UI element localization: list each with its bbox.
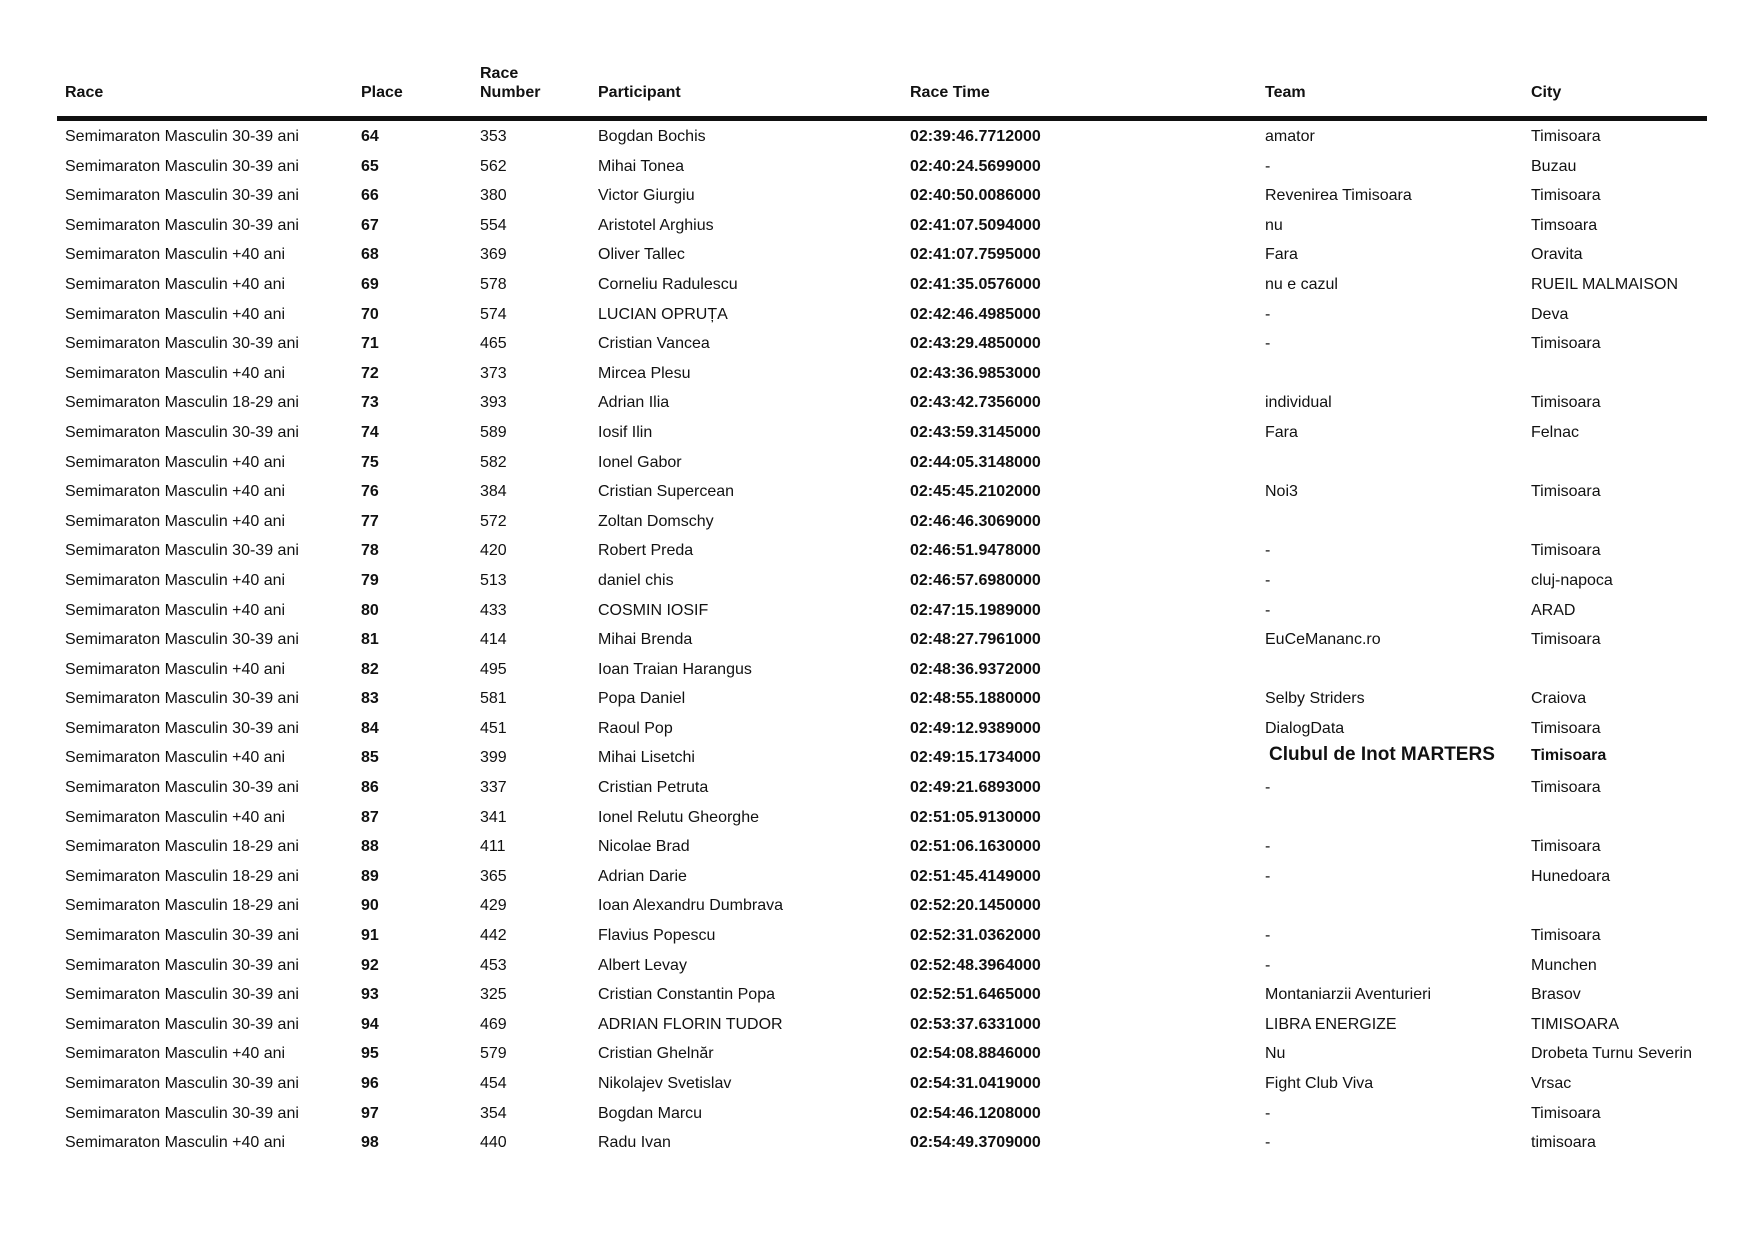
cell-race-time: 02:47:15.1989000	[910, 601, 1041, 619]
table-row	[57, 239, 1707, 269]
cell-race: Semimaraton Masculin +40 ani	[65, 453, 286, 471]
cell-place: 71	[361, 335, 379, 353]
cell-participant: Oliver Tallec	[598, 246, 685, 264]
table-row	[57, 299, 1707, 329]
cell-participant: Popa Daniel	[598, 690, 686, 708]
cell-race-number: 384	[480, 483, 507, 501]
cell-race: Semimaraton Masculin 18-29 ani	[65, 897, 299, 915]
cell-race-time: 02:46:46.3069000	[910, 512, 1041, 530]
table-row	[57, 861, 1707, 891]
cell-participant: Ioan Traian Harangus	[598, 660, 752, 678]
cell-race-time: 02:46:51.9478000	[910, 542, 1041, 560]
cell-race: Semimaraton Masculin +40 ani	[65, 1045, 286, 1063]
cell-race-number: 469	[480, 1015, 507, 1033]
cell-participant: Ionel Gabor	[598, 453, 682, 471]
cell-race-number: 442	[480, 927, 507, 945]
cell-race: Semimaraton Masculin 30-39 ani	[65, 956, 299, 974]
cell-race: Semimaraton Masculin 30-39 ani	[65, 128, 299, 145]
cell-race: Semimaraton Masculin 30-39 ani	[65, 157, 299, 175]
cell-city: Drobeta Turnu Severin	[1531, 1045, 1692, 1063]
cell-race-time: 02:43:59.3145000	[910, 423, 1041, 441]
cell-city: Timisoara	[1531, 927, 1601, 945]
cell-participant: Iosif Ilin	[598, 423, 653, 441]
cell-race: Semimaraton Masculin 30-39 ani	[65, 986, 299, 1004]
cell-city: cluj-napoca	[1531, 571, 1613, 589]
cell-participant: Albert Levay	[598, 956, 687, 974]
cell-race-number: 589	[480, 423, 507, 441]
cell-race-time: 02:41:07.5094000	[910, 216, 1041, 234]
cell-participant: COSMIN IOSIF	[598, 601, 709, 619]
cell-team: -	[1265, 1134, 1271, 1152]
cell-race-time: 02:51:06.1630000	[910, 838, 1041, 856]
cell-race: Semimaraton Masculin 30-39 ani	[65, 187, 299, 205]
cell-race-number: 373	[480, 364, 507, 382]
cell-race: Semimaraton Masculin 30-39 ani	[65, 631, 299, 649]
cell-race: Semimaraton Masculin +40 ani	[65, 660, 286, 678]
cell-race: Semimaraton Masculin 30-39 ani	[65, 719, 299, 737]
table-row	[57, 624, 1707, 654]
cell-place: 87	[361, 808, 379, 826]
table-row	[57, 979, 1707, 1009]
cell-city: Hunedoara	[1531, 867, 1611, 885]
cell-team: -	[1265, 867, 1271, 885]
cell-place: 86	[361, 779, 379, 797]
table-row	[57, 1038, 1707, 1068]
cell-participant: Nicolae Brad	[598, 838, 690, 856]
cell-place: 81	[361, 631, 379, 649]
header-city: City	[1531, 84, 1562, 101]
header-participant: Participant	[598, 84, 681, 101]
cell-race: Semimaraton Masculin +40 ani	[65, 305, 286, 323]
cell-race: Semimaraton Masculin 30-39 ani	[65, 927, 299, 945]
cell-city: Timisoara	[1531, 187, 1601, 205]
cell-city: Oravita	[1531, 246, 1583, 264]
cell-race-number: 354	[480, 1104, 507, 1122]
cell-place: 77	[361, 512, 379, 530]
cell-race-time: 02:52:51.6465000	[910, 986, 1041, 1004]
cell-race-time: 02:40:24.5699000	[910, 157, 1041, 175]
table-row	[57, 654, 1707, 684]
cell-city: Timisoara	[1531, 747, 1607, 765]
cell-participant: Cristian Vancea	[598, 335, 710, 353]
table-row	[57, 890, 1707, 920]
header-place: Place	[361, 84, 403, 101]
cell-participant: daniel chis	[598, 571, 674, 589]
cell-race-time: 02:44:05.3148000	[910, 453, 1041, 471]
cell-city: Vrsac	[1531, 1075, 1572, 1092]
cell-participant: Nikolajev Svetislav	[598, 1075, 732, 1092]
cell-city: Timisoara	[1531, 483, 1601, 501]
cell-race: Semimaraton Masculin 30-39 ani	[65, 216, 299, 234]
cell-race: Semimaraton Masculin 30-39 ani	[65, 542, 299, 560]
cell-race-time: 02:54:49.3709000	[910, 1134, 1041, 1152]
cell-race-number: 513	[480, 571, 507, 589]
cell-place: 92	[361, 956, 379, 974]
cell-team: -	[1265, 779, 1271, 797]
cell-city: Timisoara	[1531, 394, 1601, 412]
cell-participant: LUCIAN OPRUȚA	[598, 305, 728, 323]
table-row	[57, 802, 1707, 832]
cell-race-time: 02:42:46.4985000	[910, 305, 1041, 323]
cell-team: -	[1265, 601, 1271, 619]
cell-participant: Mihai Lisetchi	[598, 749, 695, 767]
cell-race: Semimaraton Masculin +40 ani	[65, 512, 286, 530]
cell-race-time: 02:51:05.9130000	[910, 808, 1041, 826]
cell-race-number: 420	[480, 542, 507, 560]
table-row	[57, 1098, 1707, 1128]
cell-race-time: 02:49:21.6893000	[910, 779, 1041, 797]
table-row	[57, 713, 1707, 743]
cell-place: 90	[361, 897, 379, 915]
cell-team: -	[1265, 542, 1271, 560]
cell-place: 95	[361, 1045, 379, 1063]
cell-race-number: 451	[480, 719, 507, 737]
results-table-body	[57, 121, 1707, 1157]
cell-race: Semimaraton Masculin +40 ani	[65, 364, 286, 382]
cell-race-number: 465	[480, 335, 507, 353]
cell-race-number: 365	[480, 867, 507, 885]
cell-participant: Corneliu Radulescu	[598, 275, 738, 293]
header-race-number: Race Number	[480, 65, 541, 101]
cell-race: Semimaraton Masculin +40 ani	[65, 275, 286, 293]
cell-place: 82	[361, 660, 379, 678]
cell-race: Semimaraton Masculin 30-39 ani	[65, 1075, 299, 1092]
cell-city: Felnac	[1531, 423, 1580, 441]
table-row	[57, 358, 1707, 388]
cell-participant: ADRIAN FLORIN TUDOR	[598, 1015, 783, 1033]
cell-race-time: 02:43:29.4850000	[910, 335, 1041, 353]
table-row	[57, 269, 1707, 299]
cell-team: individual	[1265, 394, 1332, 412]
cell-city: Brasov	[1531, 986, 1581, 1004]
cell-city: Timisoara	[1531, 542, 1601, 560]
table-row	[57, 742, 1707, 772]
cell-race-number: 341	[480, 808, 507, 826]
table-row	[57, 328, 1707, 358]
cell-team: DialogData	[1265, 719, 1345, 737]
cell-team: nu	[1265, 216, 1283, 234]
cell-race: Semimaraton Masculin +40 ani	[65, 749, 286, 767]
cell-participant: Mircea Plesu	[598, 364, 691, 382]
cell-race-time: 02:43:42.7356000	[910, 394, 1041, 412]
table-row	[57, 387, 1707, 417]
cell-race-number: 353	[480, 128, 507, 145]
cell-race-number: 579	[480, 1045, 507, 1063]
cell-city: Timisoara	[1531, 335, 1601, 353]
cell-team: Fara	[1265, 246, 1298, 264]
cell-team: -	[1265, 1104, 1271, 1122]
cell-team: Revenirea Timisoara	[1265, 187, 1412, 205]
cell-race-time: 02:43:36.9853000	[910, 364, 1041, 382]
cell-place: 88	[361, 838, 379, 856]
cell-place: 76	[361, 483, 379, 501]
cell-race-number: 414	[480, 631, 507, 649]
cell-race-number: 454	[480, 1075, 507, 1092]
cell-place: 66	[361, 187, 379, 205]
cell-city: Timisoara	[1531, 128, 1601, 145]
cell-team: amator	[1265, 128, 1315, 145]
table-header	[57, 66, 1707, 114]
cell-team: Selby Striders	[1265, 690, 1365, 708]
cell-place: 69	[361, 275, 379, 293]
cell-participant: Adrian Ilia	[598, 394, 670, 412]
cell-participant: Adrian Darie	[598, 867, 687, 885]
cell-place: 65	[361, 157, 379, 175]
cell-race: Semimaraton Masculin 30-39 ani	[65, 1104, 299, 1122]
cell-team: Fight Club Viva	[1265, 1075, 1374, 1092]
table-row	[57, 210, 1707, 240]
cell-race-time: 02:45:45.2102000	[910, 483, 1041, 501]
cell-race-time: 02:49:12.9389000	[910, 719, 1041, 737]
cell-team: -	[1265, 956, 1271, 974]
table-row	[57, 476, 1707, 506]
cell-race: Semimaraton Masculin 30-39 ani	[65, 335, 299, 353]
cell-race-number: 411	[480, 838, 506, 856]
cell-participant: Flavius Popescu	[598, 927, 716, 945]
cell-place: 83	[361, 690, 379, 708]
cell-city: Timisoara	[1531, 838, 1601, 856]
cell-race: Semimaraton Masculin +40 ani	[65, 246, 286, 264]
cell-race-number: 495	[480, 660, 507, 678]
cell-race-number: 554	[480, 216, 507, 234]
cell-participant: Raoul Pop	[598, 719, 673, 737]
cell-participant: Cristian Constantin Popa	[598, 986, 775, 1004]
header-race: Race	[65, 84, 104, 101]
cell-participant: Radu Ivan	[598, 1134, 671, 1152]
table-row	[57, 180, 1707, 210]
cell-race-time: 02:40:50.0086000	[910, 187, 1041, 205]
cell-race: Semimaraton Masculin 30-39 ani	[65, 779, 299, 797]
cell-place: 91	[361, 927, 379, 945]
cell-race-number: 572	[480, 512, 507, 530]
table-row	[57, 1068, 1707, 1098]
cell-race-number: 393	[480, 394, 507, 412]
cell-race-number: 574	[480, 305, 507, 323]
cell-city: Craiova	[1531, 690, 1587, 708]
cell-race-time: 02:39:46.7712000	[910, 128, 1041, 145]
header-team: Team	[1265, 84, 1306, 101]
cell-participant: Bogdan Bochis	[598, 128, 706, 145]
cell-place: 75	[361, 453, 379, 471]
cell-race-time: 02:52:31.0362000	[910, 927, 1041, 945]
cell-place: 67	[361, 216, 379, 234]
cell-team: Fara	[1265, 423, 1298, 441]
table-row	[57, 535, 1707, 565]
table-row	[57, 417, 1707, 447]
cell-race-number: 453	[480, 956, 507, 974]
cell-race-number: 337	[480, 779, 507, 797]
cell-race-time: 02:52:48.3964000	[910, 956, 1041, 974]
table-row	[57, 506, 1707, 536]
cell-race-time: 02:48:55.1880000	[910, 690, 1041, 708]
cell-city: Timisoara	[1531, 779, 1601, 797]
cell-participant: Aristotel Arghius	[598, 216, 714, 234]
table-row	[57, 447, 1707, 477]
cell-participant: Victor Giurgiu	[598, 187, 695, 205]
table-row	[57, 565, 1707, 595]
cell-race: Semimaraton Masculin 30-39 ani	[65, 1015, 299, 1033]
cell-city: Timisoara	[1531, 631, 1601, 649]
table-row	[57, 121, 1707, 151]
cell-place: 64	[361, 128, 379, 145]
cell-race: Semimaraton Masculin +40 ani	[65, 808, 286, 826]
cell-place: 78	[361, 542, 379, 560]
table-row	[57, 1127, 1707, 1157]
cell-team: -	[1265, 571, 1271, 589]
cell-team: -	[1265, 335, 1271, 353]
cell-participant: Ioan Alexandru Dumbrava	[598, 897, 783, 915]
cell-race-time: 02:48:27.7961000	[910, 631, 1041, 649]
cell-race-time: 02:49:15.1734000	[910, 749, 1041, 767]
cell-city: Timsoara	[1531, 216, 1598, 234]
cell-race-number: 380	[480, 187, 507, 205]
cell-race-number: 399	[480, 749, 507, 767]
cell-race-number: 578	[480, 275, 507, 293]
cell-race: Semimaraton Masculin 18-29 ani	[65, 838, 299, 856]
cell-place: 98	[361, 1134, 379, 1152]
cell-race: Semimaraton Masculin 18-29 ani	[65, 394, 299, 412]
cell-team: Nu	[1265, 1045, 1286, 1063]
cell-race: Semimaraton Masculin 30-39 ani	[65, 690, 299, 708]
cell-city: Timisoara	[1531, 1104, 1601, 1122]
cell-race-time: 02:51:45.4149000	[910, 867, 1041, 885]
table-row	[57, 595, 1707, 625]
cell-place: 79	[361, 571, 379, 589]
table-row	[57, 950, 1707, 980]
cell-race-time: 02:53:37.6331000	[910, 1015, 1041, 1033]
cell-participant: Bogdan Marcu	[598, 1104, 703, 1122]
cell-team: -	[1265, 305, 1271, 323]
table-row	[57, 831, 1707, 861]
cell-place: 80	[361, 601, 379, 619]
cell-race: Semimaraton Masculin +40 ani	[65, 483, 286, 501]
cell-race: Semimaraton Masculin 30-39 ani	[65, 423, 299, 441]
cell-place: 96	[361, 1075, 379, 1092]
cell-city: timisoara	[1531, 1134, 1596, 1152]
cell-race: Semimaraton Masculin 18-29 ani	[65, 867, 299, 885]
cell-race-number: 582	[480, 453, 507, 471]
cell-race-number: 562	[480, 157, 507, 175]
cell-race-number: 429	[480, 897, 507, 915]
table-row	[57, 772, 1707, 802]
cell-participant: Mihai Brenda	[598, 631, 693, 649]
cell-team: LIBRA ENERGIZE	[1265, 1015, 1397, 1033]
cell-place: 70	[361, 305, 379, 323]
cell-participant: Cristian Ghelnăr	[598, 1045, 714, 1063]
cell-race-time: 02:54:31.0419000	[910, 1075, 1041, 1092]
cell-team: Clubul de Inot MARTERS	[1269, 744, 1495, 766]
cell-city: Timisoara	[1531, 719, 1601, 737]
cell-race-time: 02:54:08.8846000	[910, 1045, 1041, 1063]
cell-place: 85	[361, 749, 379, 767]
header-race-time: Race Time	[910, 84, 990, 101]
table-row	[57, 151, 1707, 181]
cell-place: 74	[361, 423, 379, 441]
cell-team: -	[1265, 927, 1271, 945]
cell-race-time: 02:48:36.9372000	[910, 660, 1041, 678]
cell-team: -	[1265, 838, 1271, 856]
cell-participant: Cristian Supercean	[598, 483, 735, 501]
cell-place: 97	[361, 1104, 379, 1122]
cell-participant: Ionel Relutu Gheorghe	[598, 808, 759, 826]
cell-place: 68	[361, 246, 379, 264]
cell-race-time: 02:52:20.1450000	[910, 897, 1041, 915]
cell-race-time: 02:54:46.1208000	[910, 1104, 1041, 1122]
cell-city: RUEIL MALMAISON	[1531, 275, 1678, 293]
cell-race-number: 433	[480, 601, 507, 619]
cell-place: 94	[361, 1015, 379, 1033]
table-row	[57, 920, 1707, 950]
cell-participant: Zoltan Domschy	[598, 512, 714, 530]
cell-city: Buzau	[1531, 157, 1577, 175]
cell-team: Noi3	[1265, 483, 1298, 501]
cell-team: -	[1265, 157, 1271, 175]
cell-participant: Robert Preda	[598, 542, 694, 560]
cell-race: Semimaraton Masculin +40 ani	[65, 601, 286, 619]
cell-place: 93	[361, 986, 379, 1004]
cell-place: 73	[361, 394, 379, 412]
cell-city: Munchen	[1531, 956, 1597, 974]
cell-team: EuCeMananc.ro	[1265, 631, 1381, 649]
cell-city: Deva	[1531, 305, 1569, 323]
table-row	[57, 683, 1707, 713]
cell-place: 84	[361, 719, 379, 737]
cell-team: nu e cazul	[1265, 275, 1338, 293]
cell-place: 89	[361, 867, 379, 885]
cell-race-time: 02:41:07.7595000	[910, 246, 1041, 264]
cell-participant: Mihai Tonea	[598, 157, 684, 175]
cell-race-number: 581	[480, 690, 507, 708]
cell-race-time: 02:41:35.0576000	[910, 275, 1041, 293]
cell-city: ARAD	[1531, 601, 1576, 619]
cell-race: Semimaraton Masculin +40 ani	[65, 1134, 286, 1152]
cell-team: Montaniarzii Aventurieri	[1265, 986, 1432, 1004]
cell-race: Semimaraton Masculin +40 ani	[65, 571, 286, 589]
table-row	[57, 1009, 1707, 1039]
cell-race-number: 440	[480, 1134, 507, 1152]
cell-place: 72	[361, 364, 379, 382]
cell-race-number: 369	[480, 246, 507, 264]
cell-race-number: 325	[480, 986, 507, 1004]
cell-city: TIMISOARA	[1531, 1015, 1620, 1033]
cell-participant: Cristian Petruta	[598, 779, 709, 797]
cell-race-time: 02:46:57.6980000	[910, 571, 1041, 589]
